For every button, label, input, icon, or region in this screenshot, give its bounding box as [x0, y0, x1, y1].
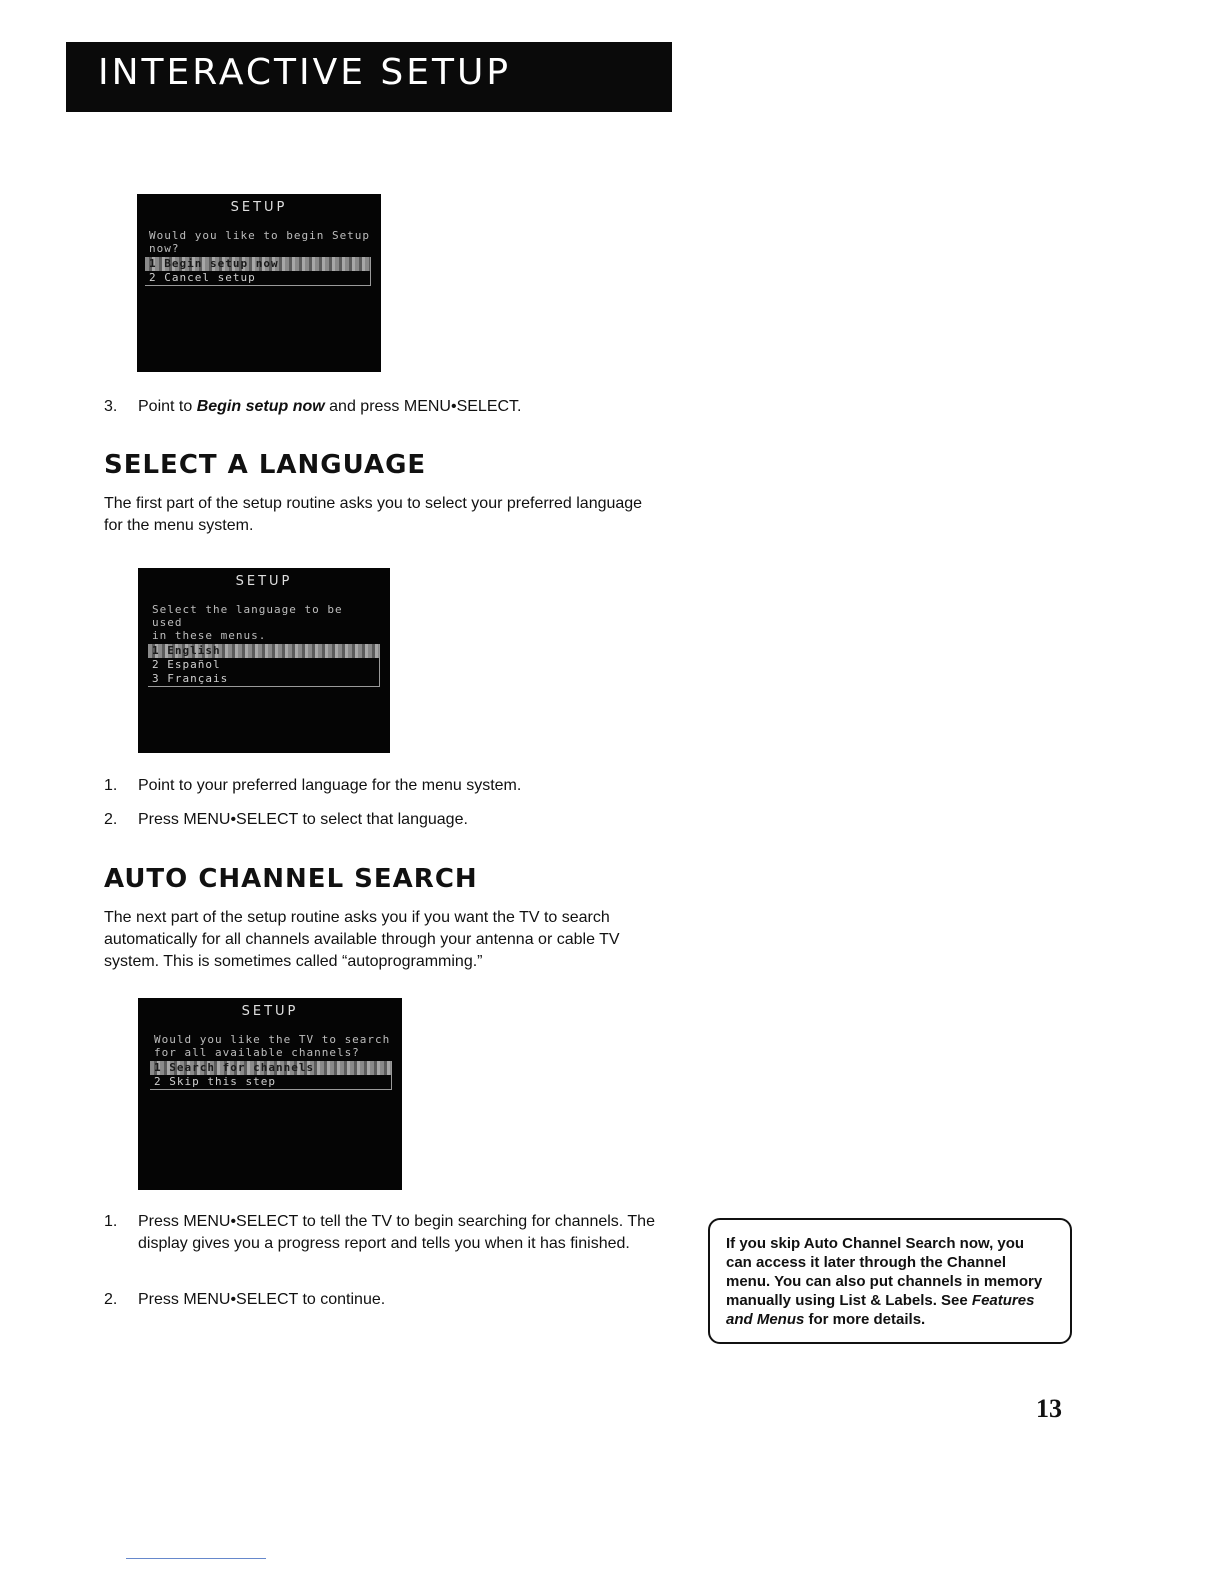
- tv-option-list: [148, 644, 380, 687]
- step-number: 1.: [104, 777, 118, 794]
- tv-option: 2 Español: [152, 658, 221, 671]
- header-band: [66, 42, 672, 112]
- section-title-channel-search: AUTO CHANNEL SEARCH: [104, 864, 478, 894]
- tv-prompt-line: now?: [149, 242, 180, 255]
- section-title-language: SELECT A LANGUAGE: [104, 450, 427, 480]
- step-text: Press MENU•SELECT to select that language.: [138, 811, 468, 828]
- page-header-title: INTERACTIVE SETUP: [98, 52, 512, 93]
- tv-option-list: [145, 257, 371, 286]
- step-text: Press MENU•SELECT to tell the TV to begin searching for channels. The display gives you a progress report and tells you when it has finished.: [138, 1213, 655, 1252]
- step-text: Point to your preferred language for the menu system.: [138, 777, 522, 794]
- tv-prompt-line: Select the language to be used: [152, 603, 343, 629]
- language-intro: The first part of the setup routine asks you to select your preferred language for the menu system.: [104, 495, 643, 534]
- tv-option-selected: 1 Search for channels: [150, 1061, 391, 1075]
- tv-screen-prompt: [152, 603, 380, 642]
- step-text-emphasis: Begin setup now: [196, 398, 325, 415]
- tv-screen-title: SETUP: [235, 574, 293, 589]
- step-text: Press MENU•SELECT to continue.: [138, 1291, 386, 1308]
- tv-option: 3 Français: [152, 672, 229, 685]
- tv-screen-begin-setup: [137, 194, 381, 372]
- tv-screen-title: SETUP: [230, 200, 288, 215]
- tv-option-list: [150, 1061, 392, 1090]
- tv-option-selected: 1 Begin setup now: [145, 257, 370, 271]
- tv-screen-channel-search: [138, 998, 402, 1190]
- tv-option: 2 Skip this step: [154, 1075, 276, 1088]
- tv-prompt-line: for all available channels?: [154, 1046, 360, 1059]
- note-text: If you skip Auto Channel Search now, you can access it later through the Channel menu. You can also put channels in memory manually using List & Labels. See: [726, 1235, 1043, 1309]
- tv-screen-language: [138, 568, 390, 753]
- note-text-end: for more details.: [804, 1311, 926, 1328]
- tv-option-selected: 1 English: [148, 644, 379, 658]
- footer-rule: [126, 1558, 266, 1559]
- step-text-pre: Point to: [138, 398, 197, 415]
- tv-screen-prompt: [154, 1033, 392, 1059]
- step-text: [138, 396, 678, 418]
- note-text-emphasis: Features and Menus: [726, 1292, 1035, 1328]
- channel-intro: The next part of the setup routine asks you if you want the TV to search automatically for all channels available through your antenna or cable TV system. This is sometimes called “autoprogramming.”: [104, 909, 620, 970]
- tv-screen-title: SETUP: [241, 1004, 299, 1019]
- tv-prompt-line: in these menus.: [152, 629, 267, 642]
- tv-prompt-line: Would you like to begin Setup: [149, 229, 371, 242]
- step-number: 2.: [104, 1291, 118, 1308]
- note-box: [708, 1218, 1072, 1344]
- tv-screen-prompt: [149, 229, 371, 255]
- step-number: 1.: [104, 1213, 118, 1230]
- tv-option: 2 Cancel setup: [149, 271, 256, 284]
- tv-prompt-line: Would you like the TV to search: [154, 1033, 391, 1046]
- page-number: 13: [1036, 1394, 1062, 1423]
- step-number: 2.: [104, 811, 118, 828]
- step-number: 3.: [104, 398, 118, 415]
- step-text-post: and press MENU•SELECT.: [324, 398, 522, 415]
